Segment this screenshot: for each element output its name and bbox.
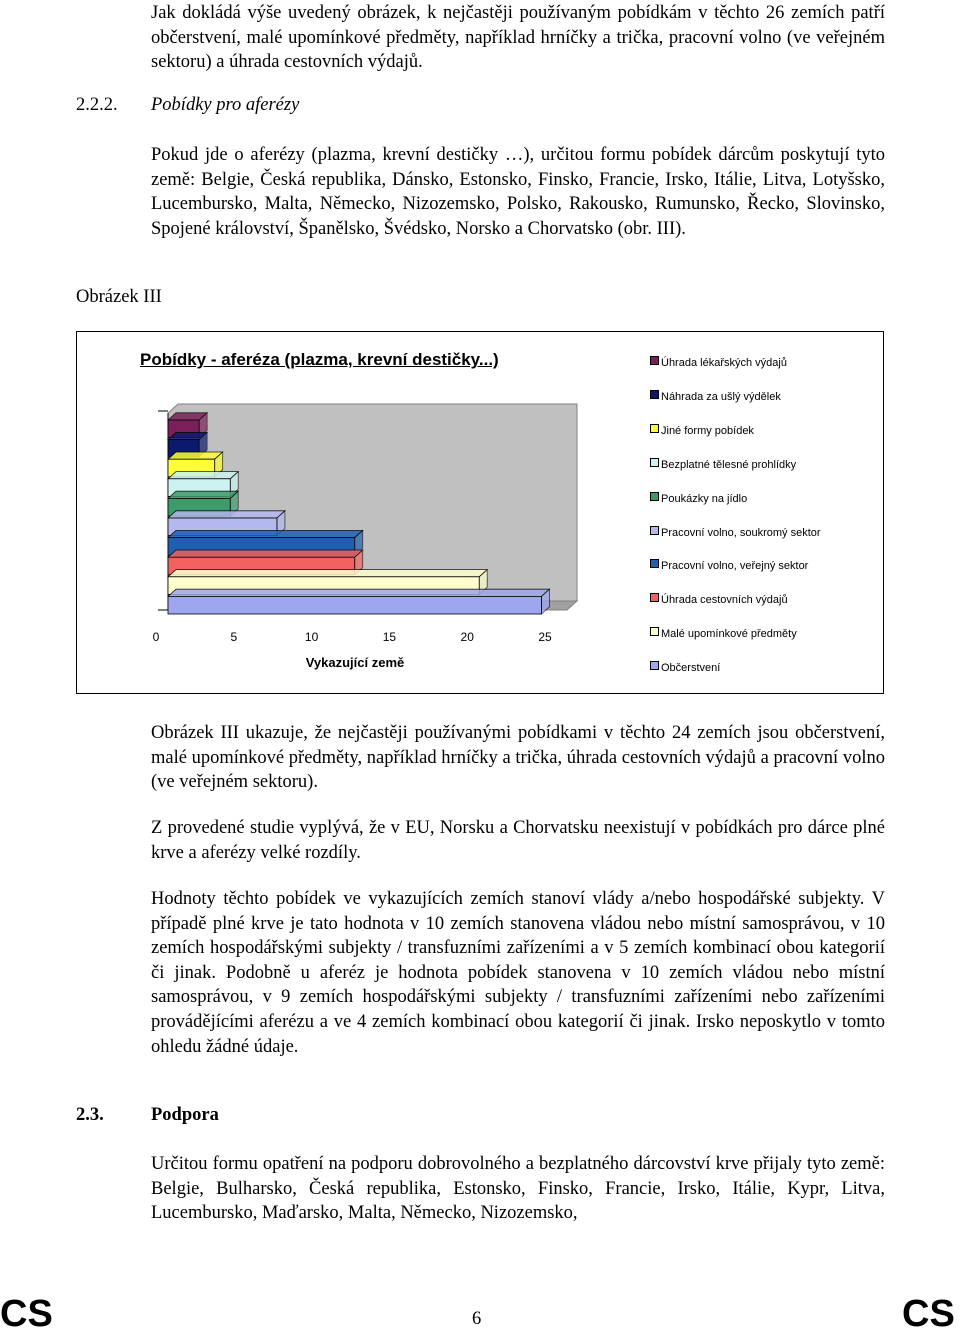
x-axis-label: Vykazující země xyxy=(305,655,405,670)
footer-language-right: CS xyxy=(902,1293,955,1335)
legend-swatch xyxy=(650,559,659,568)
figure-label: Obrázek III xyxy=(76,287,162,307)
legend-item xyxy=(650,593,788,607)
x-tick-label-5: 25 xyxy=(538,630,552,644)
legend-label: Úhrada cestovních výdajů xyxy=(661,594,788,607)
legend-label: Pracovní volno, soukromý sektor xyxy=(661,526,821,539)
legend-item xyxy=(650,458,796,472)
support-paragraph: Určitou formu opatření na podporu dobrovolného a bezplatného dárcovství krve přijaly tyto země: Belgie, Bulharsko, Česká republika, Estonsko, Finsko, Francie, Irsko, Itálie, Kypr, Litva, Lucembursko, Maďarsko, Malta, Německo, Nizozemsko, xyxy=(151,1154,885,1224)
legend-swatch xyxy=(650,492,659,501)
legend-swatch xyxy=(650,526,659,535)
legend-item xyxy=(650,424,754,438)
bar-top-3 xyxy=(168,472,238,479)
x-tick-label-2: 10 xyxy=(304,630,319,644)
x-tick-label-0: 0 xyxy=(152,630,160,644)
legend-item xyxy=(650,559,808,573)
section-title: Pobídky pro aferézy xyxy=(151,95,300,115)
x-tick-label-4: 20 xyxy=(460,630,474,644)
legend-swatch xyxy=(650,390,659,399)
legend-item xyxy=(650,526,821,540)
x-tick-label-1: 5 xyxy=(230,630,238,644)
bar-top-5 xyxy=(168,511,285,518)
conclusion-paragraph: Z provedené studie vyplývá, že v EU, Norsku a Chorvatsku neexistují v pobídkách pro dárce plné krve a aferézy velké rozdíly. xyxy=(151,818,885,863)
legend-item xyxy=(650,627,797,641)
bar-top-9 xyxy=(168,589,549,596)
bar-top-6 xyxy=(168,530,363,537)
values-paragraph: Hodnoty těchto pobídek ve vykazujících zemích stanoví vlády a/nebo hospodářské subjekty. V případě plné krve je tato hodnota v 10 zemích stanovena vládou nebo místní samosprávou, v 10 zemích hospodářskými subjekty / transfuzními zařízeními a v 5 zemích kombinací obou kategorií či jinak. Podobně u aferéz je hodnota pobídek stanovena v 10 zemích vládou nebo místní samosprávou, v 9 zemích hospodářskými subjekty / transfuzními zařízeními nebo zařízeními provádějícími aferézu a ve 4 zemích kombinací obou kategorií či jinak. Irsko neposkytlo v tomto ohledu žádné údaje. xyxy=(151,889,885,1057)
x-tick-label-3: 15 xyxy=(382,630,397,644)
legend-item xyxy=(650,492,747,506)
legend-label: Jiné formy pobídek xyxy=(661,424,754,437)
legend-swatch xyxy=(650,424,659,433)
legend-label: Poukázky na jídlo xyxy=(661,492,748,505)
legend-swatch xyxy=(650,661,659,670)
legend-label: Malé upomínkové předměty xyxy=(661,628,797,641)
support-section-number: 2.3. xyxy=(76,1105,104,1125)
legend-swatch xyxy=(650,593,659,602)
bar-top-7 xyxy=(168,550,363,557)
aferezy-paragraph: Pokud jde o aferézy (plazma, krevní destičky …), určitou formu pobídek dárcům poskytují tyto země: Belgie, Česká republika, Dánsko, Estonsko, Finsko, Francie, Irsko, Itálie, Litva, Lotyšsko, Lucembursko, Malta, Německo, Nizozemsko, Polsko, Rakousko, Rumunsko, Řecko, Slovinsko, Spojené království, Španělsko, Švédsko, Norsko a Chorvatsko (obr. III). xyxy=(151,145,885,239)
legend-item xyxy=(650,390,781,404)
legend-label: Bezplatné tělesné prohlídky xyxy=(661,458,797,471)
legend-swatch xyxy=(650,458,659,467)
support-section-title: Podpora xyxy=(151,1105,219,1125)
bar-top-2 xyxy=(168,452,223,459)
legend-label: Úhrada lékařských výdajů xyxy=(661,357,787,369)
intro-paragraph: Jak dokládá výše uvedený obrázek, k nejčastěji používaným pobídkám v těchto 26 zemích patří občerstvení, malé upomínkové předměty, například hrníčky a trička, pracovní volno (ve veřejném sektoru) a úhrada cestovních výdajů. xyxy=(151,3,885,73)
legend-label: Pracovní volno, veřejný sektor xyxy=(661,560,809,573)
bar-top-4 xyxy=(168,491,238,498)
figure-description: Obrázek III ukazuje, že nejčastěji používanými pobídkami v těchto 24 zemích jsou občerstvení, malé upomínkové předměty, například hrníčky a trička, úhrada cestovních výdajů a pracovní volno (ve veřejném sektoru). xyxy=(151,723,885,793)
legend-label: Náhrada za ušlý výdělek xyxy=(661,390,781,403)
legend-item xyxy=(650,356,787,370)
footer-language-left: CS xyxy=(0,1293,53,1335)
legend-swatch xyxy=(650,356,659,365)
legend-label: Občerstvení xyxy=(661,662,721,675)
bar-9 xyxy=(168,596,541,614)
page-number: 6 xyxy=(472,1309,482,1329)
chart-title: Pobídky - aferéza (plazma, krevní destičky...) xyxy=(140,350,499,369)
legend-item xyxy=(650,661,720,675)
legend-swatch xyxy=(650,627,659,636)
bar-top-8 xyxy=(168,570,487,577)
section-number: 2.2.2. xyxy=(76,95,118,115)
